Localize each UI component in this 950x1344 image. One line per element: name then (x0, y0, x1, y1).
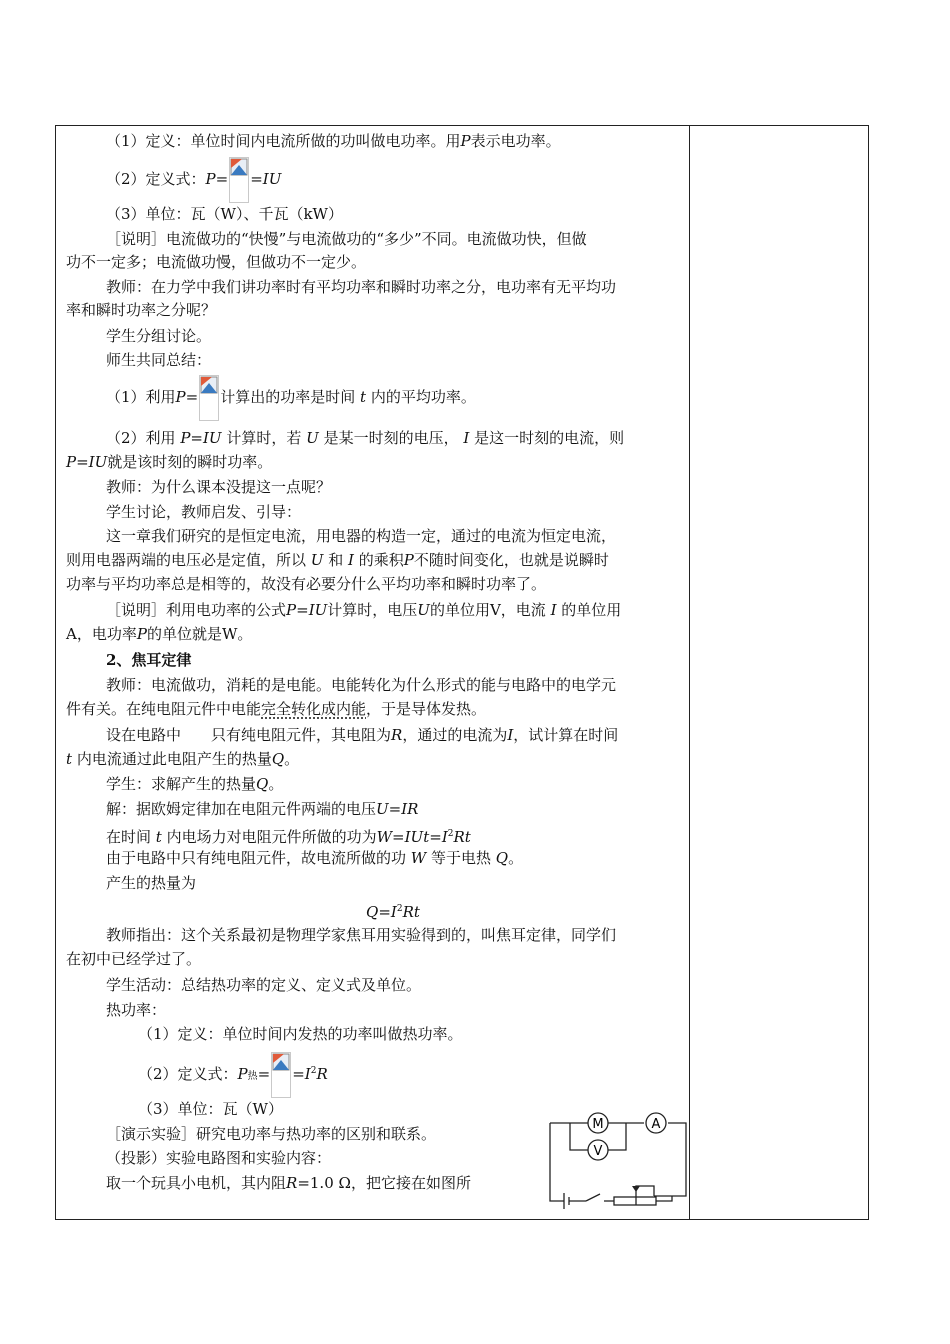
summary-item-1: （1）利用P= 计算出的功率是时间 t 内的平均功率。 (106, 374, 476, 421)
voltmeter-label: V (593, 1144, 603, 1159)
voltmeter-icon (588, 1140, 608, 1160)
note2-line-2: A，电功率P的单位就是W。 (66, 625, 253, 643)
remarks-column (690, 126, 870, 1219)
group-discussion: 学生分组讨论。 (106, 327, 212, 345)
power-unit: （3）单位：瓦（W）、千瓦（kW） (106, 205, 343, 223)
heat-power-heading: 热功率： (106, 1001, 167, 1019)
teacher-question-2: 教师：为什么课本没提这一点呢？ (106, 478, 332, 496)
solution-1: 解：据欧姆定律加在电阻元件两端的电压U=IR (106, 800, 419, 818)
heat-power-definition: （1）定义：单位时间内发热的功率叫做热功率。 (138, 1025, 463, 1043)
solution-4: 产生的热量为 (106, 874, 197, 892)
motor-icon (588, 1113, 608, 1133)
student-discussion: 学生讨论，教师启发、引导： (106, 503, 302, 521)
setup-line-2: t 内电流通过此电阻产生的热量Q。 (66, 750, 300, 768)
power-definition: （1）定义：单位时间内电流所做的功叫做电功率。用P表示电功率。 (106, 132, 561, 150)
setup-line-1: 设在电路中 只有纯电阻元件，其电阻为R，通过的电流为I，试计算在时间 (106, 726, 619, 744)
motor-label: M (592, 1117, 604, 1132)
demo-line-1: ［演示实验］研究电功率与热功率的区别和联系。 (106, 1125, 437, 1143)
summary-item-2a: （2）利用 P=IU 计算时，若 U 是某一时刻的电压， I 是这一时刻的电流，则 (106, 429, 625, 447)
power-formula: （2）定义式：P= =IU (106, 156, 281, 203)
ammeter-label: A (651, 1117, 661, 1132)
note-line-1: ［说明］电流做功的“快慢”与电流做功的“多少”不同。电流做功快，但做 (106, 230, 587, 248)
formula-image-icon (229, 157, 249, 203)
note-line-2: 功不一定多；电流做功慢，但做功不一定少。 (66, 253, 367, 271)
heat-power-formula: （2）定义式：P热= $=I^2R$ (138, 1048, 328, 1100)
teacher-joule-2: 件有关。在纯电阻元件中电能完全转化成内能，于是导体发热。 (66, 700, 487, 718)
demo-line-2: （投影）实验电路图和实验内容： (106, 1149, 332, 1167)
teacher-question-1a: 教师：在力学中我们讲功率时有平均功率和瞬时功率之分，电功率有无平均功 (106, 278, 617, 296)
formula-image-icon (271, 1052, 291, 1098)
note2-line-1: ［说明］利用电功率的公式P=IU计算时，电压U的单位用V，电流 I 的单位用 (106, 601, 622, 619)
joule-law-formula: $Q=I^2Rt$ (366, 903, 420, 921)
solution-2: 在时间 t 内电场力对电阻元件所做的功为$W=IUt=I^2Rt$ (106, 828, 471, 846)
explanation-2: 则用电器两端的电压必是定值，所以 U 和 I 的乘积P不随时间变化，也就是说瞬时 (66, 551, 609, 569)
lesson-table (55, 125, 869, 1220)
student-activity: 学生活动：总结热功率的定义、定义式及单位。 (106, 976, 422, 994)
explanation-1: 这一章我们研究的是恒定电流，用电器的构造一定，通过的电流为恒定电流， (106, 527, 617, 545)
summary-heading: 师生共同总结： (106, 351, 212, 369)
teacher-question-1b: 率和瞬时功率之分呢？ (66, 301, 217, 319)
heat-power-unit: （3）单位：瓦（W） (138, 1100, 283, 1118)
teacher-joule-1: 教师：电流做功，消耗的是电能。电能转化为什么形式的能与电路中的电学元 (106, 676, 617, 694)
teacher-point-2: 在初中已经学过了。 (66, 950, 202, 968)
section-heading-joule: 2、焦耳定律 (106, 651, 192, 669)
circuit-diagram (536, 1106, 698, 1216)
ammeter-icon (646, 1113, 666, 1133)
demo-line-3: 取一个玩具小电机，其内阻R=1.0 Ω，把它接在如图所 (106, 1174, 471, 1192)
solution-3: 由于电路中只有纯电阻元件，故电流所做的功 W 等于电热 Q。 (106, 849, 524, 867)
summary-item-2b: P=IU就是该时刻的瞬时功率。 (66, 453, 273, 471)
explanation-3: 功率与平均功率总是相等的，故没有必要分什么平均功率和瞬时功率了。 (66, 575, 547, 593)
formula-image-icon (199, 375, 219, 421)
teacher-point-1: 教师指出：这个关系最初是物理学家焦耳用实验得到的，叫焦耳定律，同学们 (106, 926, 617, 944)
student-solve: 学生：求解产生的热量Q。 (106, 775, 284, 793)
